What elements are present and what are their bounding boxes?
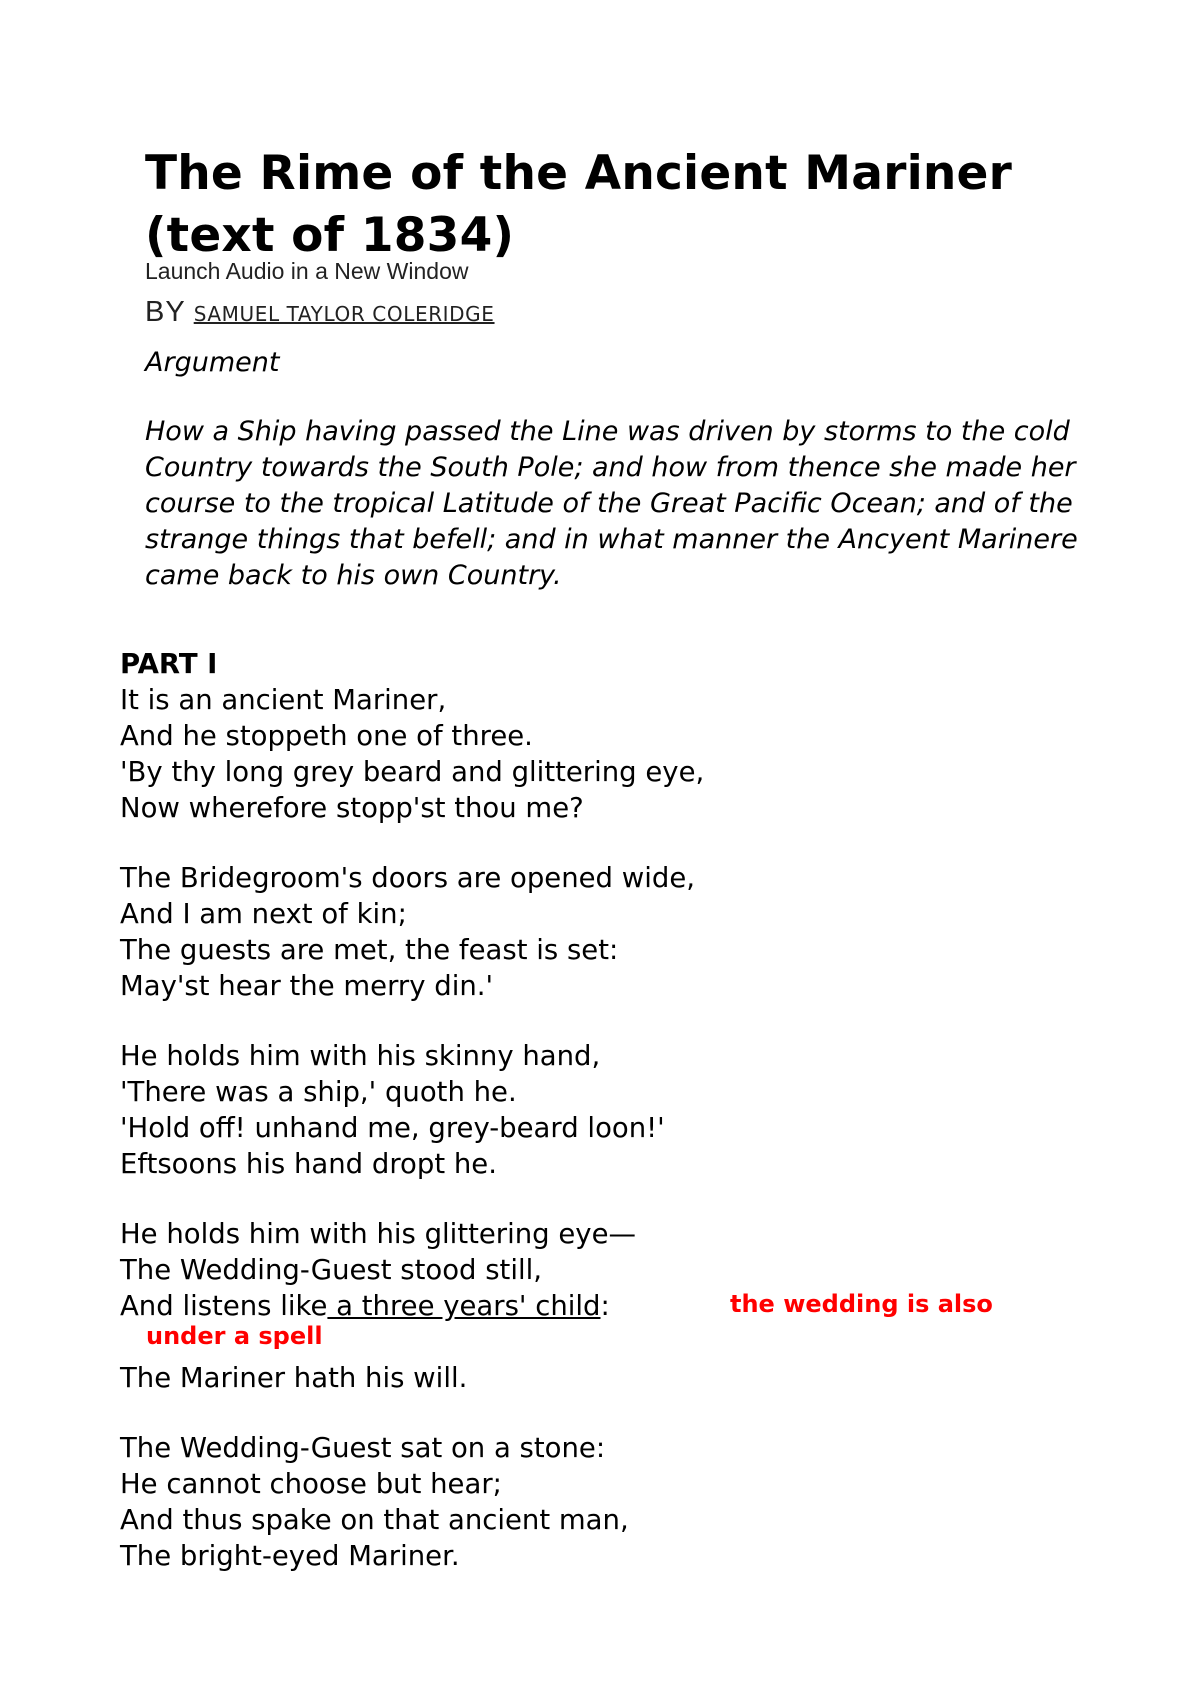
stanza <box>120 860 1100 1004</box>
poem-line: 'Hold off! unhand me, grey-beard loon!' <box>120 1112 665 1144</box>
poem-line: And he stoppeth one of three. <box>120 720 533 752</box>
margin-comment-line-2: under a spell <box>146 1322 323 1350</box>
poem-line: 'There was a ship,' quoth he. <box>120 1076 517 1108</box>
byline <box>145 294 495 332</box>
underlined-phrase: a three years' child <box>327 1290 601 1322</box>
argument-heading: Argument <box>145 347 280 378</box>
margin-comment-line-1: the wedding is also <box>730 1290 993 1318</box>
byline-prefix: BY <box>145 296 186 328</box>
poem-line: He cannot choose but hear; <box>120 1468 502 1500</box>
stanza <box>120 1038 1100 1182</box>
poem-line: The Wedding-Guest stood still, <box>120 1254 542 1286</box>
poem-line: It is an ancient Mariner, <box>120 684 447 716</box>
stanza <box>120 682 1100 826</box>
poem-line: Eftsoons his hand dropt he. <box>120 1148 497 1180</box>
poem-line: 'By thy long grey beard and glittering eye, <box>120 756 705 788</box>
poem-line: He holds him with his skinny hand, <box>120 1040 601 1072</box>
stanza <box>120 1430 1100 1574</box>
poem-line: And thus spake on that ancient man, <box>120 1504 629 1536</box>
poem-title: The Rime of the Ancient Mariner (text of 1834) <box>145 146 1013 263</box>
poem-line: Now wherefore stopp'st thou me? <box>120 792 584 824</box>
poem-line: May'st hear the merry din.' <box>120 970 494 1002</box>
poem-line: The Mariner hath his will. <box>120 1362 468 1394</box>
launch-audio-link[interactable]: Launch Audio in a New Window <box>145 258 469 284</box>
poem-line: The Bridegroom's doors are opened wide, <box>120 862 695 894</box>
poem-line: The Wedding-Guest sat on a stone: <box>120 1432 606 1464</box>
poem-line: And I am next of kin; <box>120 898 407 930</box>
poem-line: The guests are met, the feast is set: <box>120 934 619 966</box>
part-heading: PART I <box>120 648 218 680</box>
argument-paragraph: How a Ship having passed the Line was driven by storms to the cold Country towards the South Pole; and how from thence she made her course to the tropical Latitude of the Great Pacific Ocean; and of the strange things that befell; and in what manner the Ancyent Marinere came back to his own Country. <box>145 416 1078 591</box>
line-text-after: : <box>600 1290 610 1322</box>
poem-body <box>120 646 1100 1608</box>
poem-line: The bright-eyed Mariner. <box>120 1540 460 1572</box>
line-text-before: And listens like <box>120 1290 328 1322</box>
author-link[interactable]: SAMUEL TAYLOR COLERIDGE <box>193 302 495 326</box>
poem-line: He holds him with his glittering eye— <box>120 1218 636 1250</box>
